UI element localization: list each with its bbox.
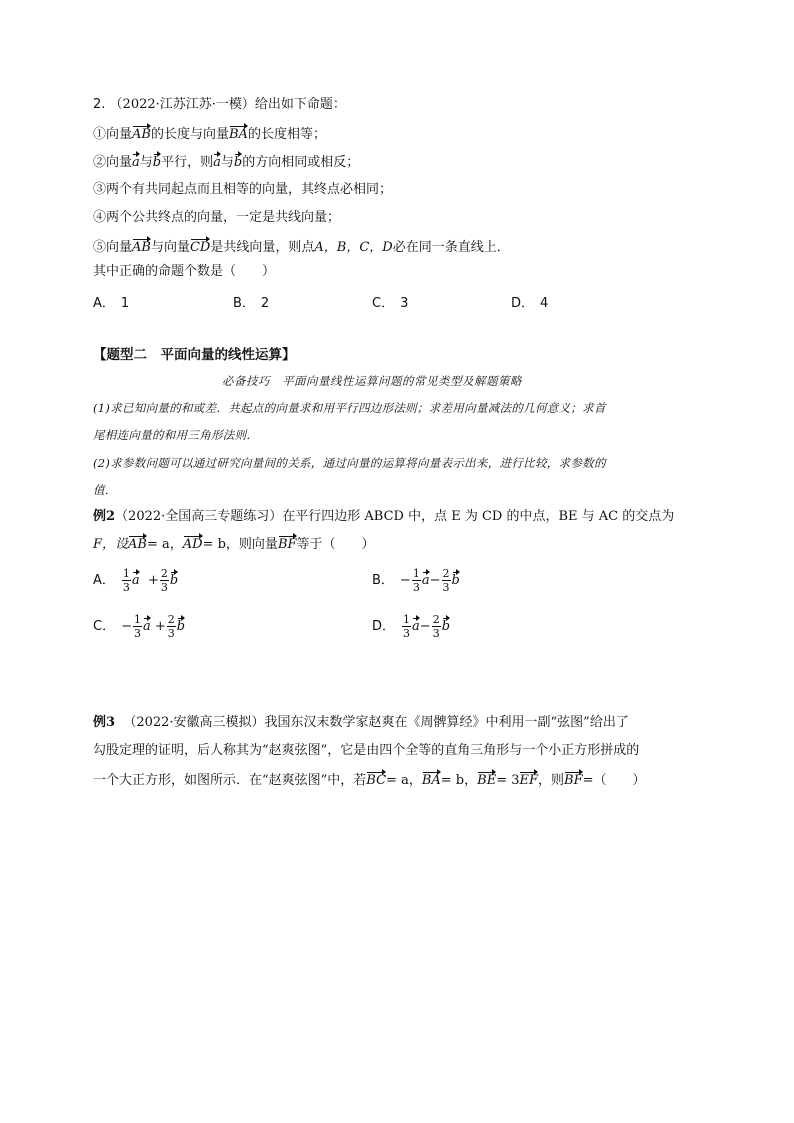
example-3-label: 例3 — [93, 715, 116, 730]
skill-title: 必备技巧 平面向量线性运算问题的常见类型及解题策略 — [222, 374, 522, 388]
fraction: $\frac{1}{3}$ — [122, 567, 130, 594]
q2-proposition-3: ③两个有共同起点而且相等的向量，其终点必相同； — [93, 182, 393, 197]
vector-a: a — [213, 152, 221, 170]
fraction: $\frac{1}{3}$ — [412, 567, 420, 594]
example-3-line-3: 一个大正方形，如图所示．在“赵爽弦图”中，若BC= a，BA= b，BE= 3EF，则BF=（ ） — [93, 770, 646, 790]
example-2-option-b[interactable]: B． − $\frac{1}{3}$ a− $\frac{2}{3}$ b — [372, 567, 460, 594]
q2-option-c[interactable]: C． 3 — [372, 296, 409, 311]
vector-a: a — [132, 152, 140, 170]
example-3-line-2: 勾股定理的证明，后人称其为“赵爽弦图”，它是由四个全等的直角三角形与一个小正方形拼成的 — [93, 743, 640, 758]
example-2-condition: F，设AB= a，AD= b，则向量BF等于（ ） — [93, 534, 375, 554]
vector-be: BE — [477, 770, 496, 788]
strategy-2-line-1: (2)求参数问题可以通过研究向量间的关系，通过向量的运算将向量表示出来，进行比较，求参数的 — [93, 456, 606, 470]
vector-ab: AB — [132, 124, 151, 142]
vector-cd: CD — [190, 237, 210, 255]
q2-option-d[interactable]: D． 4 — [511, 296, 549, 311]
example-2-option-d[interactable]: D． $\frac{1}{3}$ a− $\frac{2}{3}$ b — [372, 613, 451, 640]
q2-option-b[interactable]: B． 2 — [233, 296, 270, 311]
vector-b: b — [153, 152, 161, 170]
vector-bf: BF — [564, 770, 583, 788]
q2-option-a[interactable]: A． 1 — [93, 296, 130, 311]
strategy-1-line-1: (1)求已知向量的和或差．共起点的向量求和用平行四边形法则；求差用向量减法的几何意义；求首 — [93, 401, 606, 415]
q2-proposition-4: ④两个公共终点的向量，一定是共线向量； — [93, 210, 341, 225]
fraction: $\frac{2}{3}$ — [160, 567, 168, 594]
q2-proposition-2: ②向量a与b平行，则a与b的方向相同或相反； — [93, 152, 359, 172]
fraction: $\frac{2}{3}$ — [167, 613, 175, 640]
fraction: $\frac{2}{3}$ — [442, 567, 450, 594]
vector-b: b — [234, 152, 242, 170]
q2-proposition-5: ⑤向量AB与向量CD是共线向量，则点A，B，C，D必在同一条直线上． — [93, 237, 510, 257]
vector-ab: AB — [128, 534, 147, 552]
example-3-stem: 例3 （2022·安徽高三模拟）我国东汉末数学家赵爽在《周髀算经》中利用一副“弦图”给出了 — [93, 715, 629, 730]
q2-proposition-1: ①向量AB的长度与向量BA的长度相等； — [93, 124, 326, 144]
vector-ba: BA — [229, 124, 248, 142]
example-2-label: 例2 — [93, 509, 116, 524]
q2-stem — [93, 96, 346, 114]
example-2-option-a[interactable]: A． $\frac{1}{3}$ a + $\frac{2}{3}$ b — [93, 567, 179, 594]
vector-ab: AB — [132, 237, 151, 255]
vector-ba: BA — [422, 770, 441, 788]
fraction: $\frac{2}{3}$ — [432, 613, 440, 640]
vector-bf: BF — [278, 534, 297, 552]
vector-ef: EF — [519, 770, 538, 788]
q2-question: 其中正确的命题个数是（ ） — [93, 264, 276, 279]
strategy-2-line-2: 值． — [93, 483, 117, 497]
q2-source: （2022·江苏江苏·一模）给出如下命题： — [109, 97, 346, 112]
section-heading: 【题型二 平面向量的线性运算】 — [93, 347, 296, 363]
vector-bc: BC — [366, 770, 386, 788]
fraction: $\frac{1}{3}$ — [403, 613, 411, 640]
fraction: $\frac{1}{3}$ — [133, 613, 141, 640]
example-2-stem: 例2（2022·全国高三专题练习）在平行四边形 ABCD 中，点 E 为 CD 的中点，BE 与 AC 的交点为 — [93, 509, 675, 524]
q2-number: 2. — [93, 97, 106, 112]
example-2-option-c[interactable]: C． − $\frac{1}{3}$ a + $\frac{2}{3}$ b — [93, 613, 186, 640]
vector-ad: AD — [183, 534, 203, 552]
strategy-1-line-2: 尾相连向量的和用三角形法则． — [93, 428, 259, 442]
